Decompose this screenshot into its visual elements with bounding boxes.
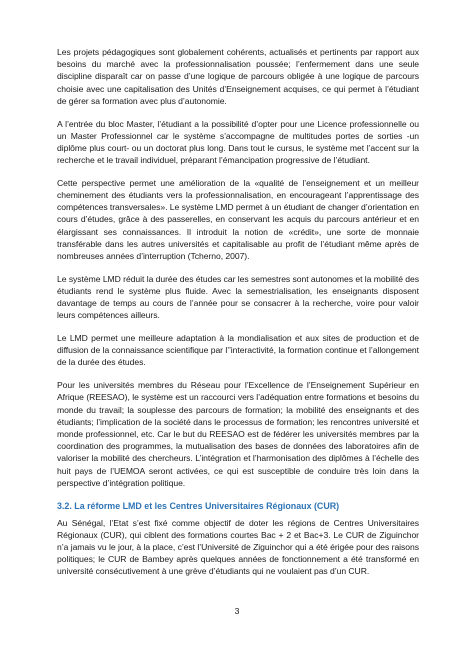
page-number: 3 <box>234 606 240 616</box>
paragraph-duree: Le système LMD réduit la durée des études car les semestres sont autonomes et la mobilité des étudiants rend le système plus fluide. Avec la semestrialisation, les enseignants disposent davantage de temps au cours de l’année pour se consacrer à la recherche, voire pour valoir leurs compétences ailleurs. <box>57 273 419 321</box>
section-heading: 3.2. La réforme LMD et les Centres Universitaires Régionaux (CUR) <box>57 500 340 511</box>
paragraph-mondialisation: Le LMD permet une meilleure adaptation à la mondialisation et aux sites de production et de diffusion de la connaissance scientifique par l’’interactivité, la formation continue et l’allongement de la durée des études. <box>57 333 419 368</box>
page-body <box>57 46 419 588</box>
paragraph-senegal: Au Sénégal, l’Etat s’est fixé comme objectif de doter les régions de Centres Universitaires Régionaux (CUR), qui ciblent des formations courtes Bac + 2 et Bac+3. Le CUR de Ziguinchor n’a jamais vu le jour, à la place, c’est l’Université de Ziguinchor qui a été érigée pour des raisons politiques; le CUR de Bambey après quelques années de fonctionnement a été transformé en université consécutivement à une grève d’étudiants qui ne voulaient pas d’un CUR. <box>57 517 419 577</box>
paragraph-reesao: Pour les universités membres du Réseau pour l’Excellence de l’Enseignement Supérieur en Afrique (REESAO), le système est un raccourci vers l’adéquation entre formations et besoins du monde du travail; la souplesse des parcours de formation; la mobilité des enseignants et des étudiants; l’implication de la société dans le processus de formation; les rencontres université et monde professionnel, etc. Car le but du REESAO est de fédérer les universités membres par la coordination des programmes, la mutualisation des bases de données des laboratoires afin de valoriser la mobilité des chercheurs. L’intégration et l’harmonisation des diplômes à l’échelle des huit pays de l’UEMOA seront activées, ce qui est susceptible de conduire très loin dans la perspective d’intégration politique. <box>57 380 419 488</box>
paragraph-perspective: Cette perspective permet une amélioration de la «qualité de l’enseignement et un meilleur cheminement des étudiants vers la professionnalisation, en encourageant l’apprentissage des compétences transversales». Le système LMD permet à un étudiant de changer d’orientation en cours d’études, grâce à des passerelles, en conservant les acquis du parcours antérieur et en élargissant ses connaissances. Il introduit la notion de «crédit», une sorte de monnaie transférable dans les autres universités et capitalisable au profit de l’étudiant même après de nombreuses années d’interruption (Tcherno, 2007). <box>57 177 419 262</box>
paragraph-master: A l’entrée du bloc Master, l’étudiant a la possibilité d’opter pour une Licence professionnelle ou un Master Professionnel car le système s’accompagne de multitudes portes de sorties -un diplôme plus court- ou un doctorat plus long. Dans tout le cursus, le système met l’accent sur la recherche et le travail individuel, préparant l’émancipation progressive de l’étudiant. <box>57 118 419 166</box>
paragraph-parcours: Les projets pédagogiques sont globalement cohérents, actualisés et pertinents par rapport aux besoins du marché avec la professionnalisation poussée; l’enfermement dans une seule discipline disparaît car on passe d’une logique de parcours obligée à une logique de parcours choisie avec une capitalisation des Unités d’Enseignement acquises, ce qui permet à l’étudiant de gérer sa formation avec plus d’autonomie. <box>57 47 419 106</box>
